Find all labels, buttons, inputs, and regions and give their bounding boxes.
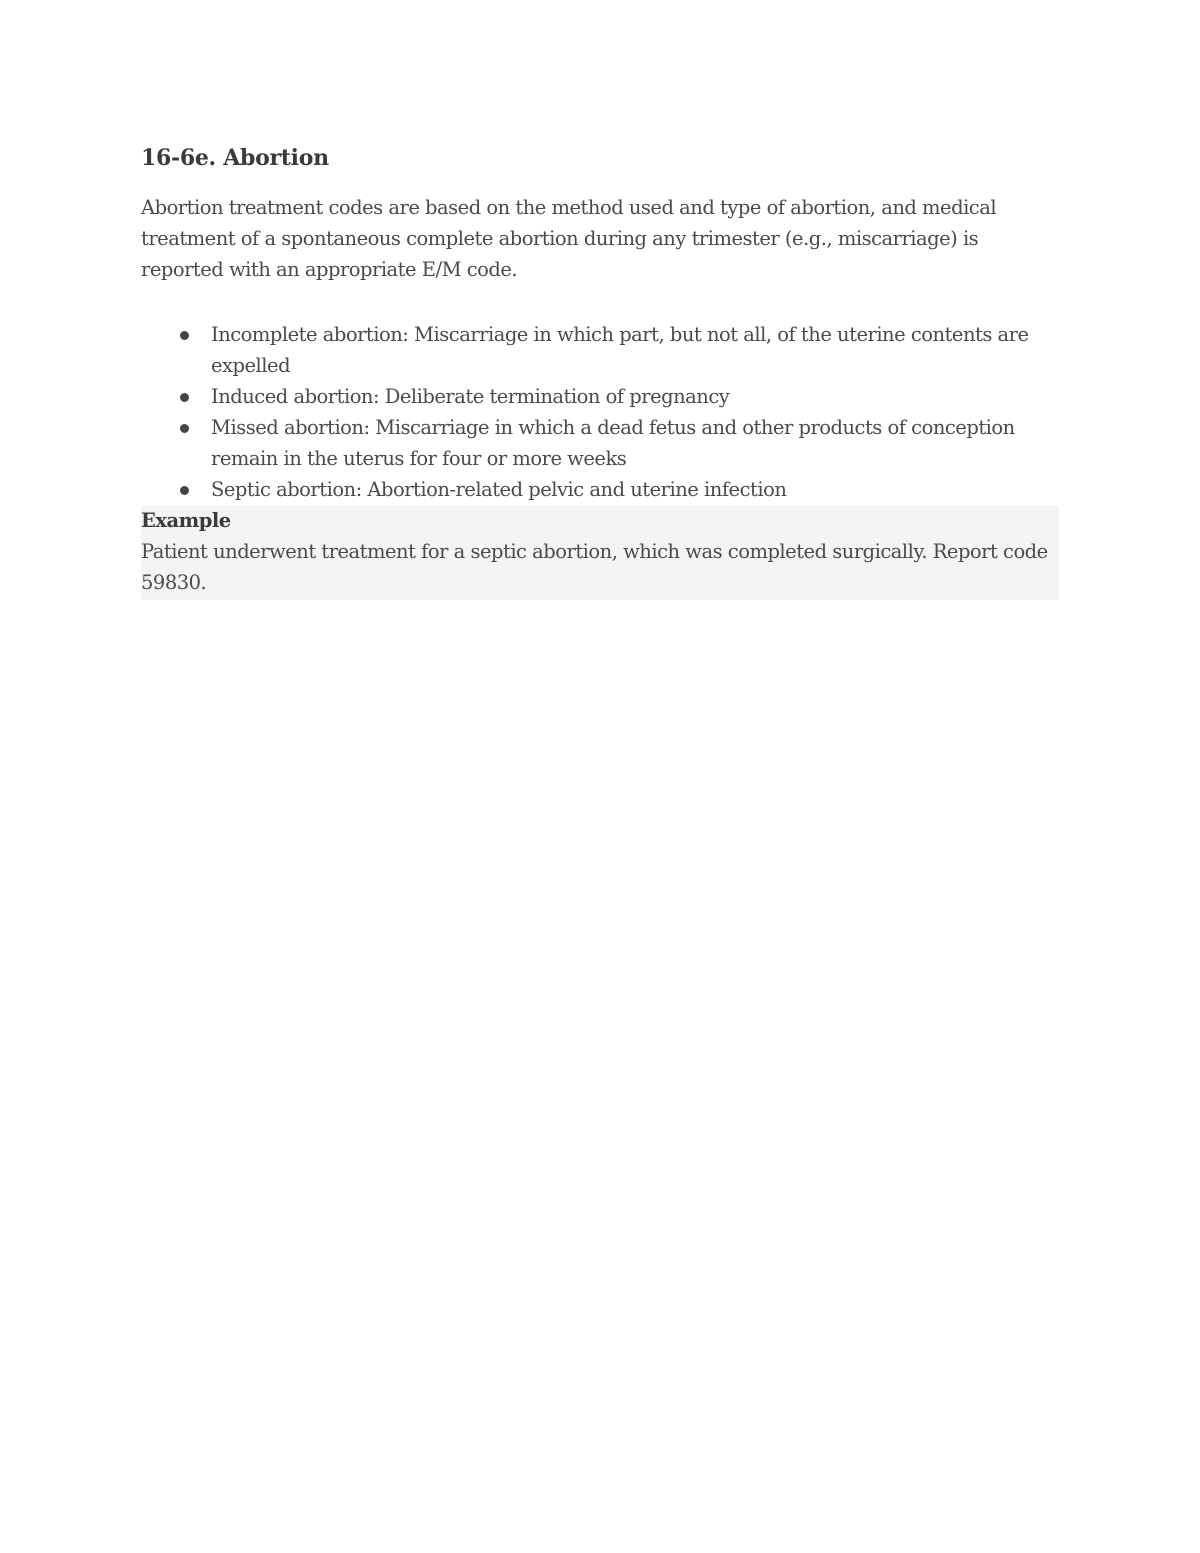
list-item-text: Missed abortion: Miscarriage in which a dead fetus and other products of conception remain in the uterus for four or more weeks [211,416,1015,470]
list-item-text: Incomplete abortion: Miscarriage in which part, but not all, of the uterine contents are expelled [211,323,1029,377]
intro-paragraph: Abortion treatment codes are based on the method used and type of abortion, and medical treatment of a spontaneous complete abortion during any trimester (e.g., miscarriage) is reported with an appropriate E/M code. [141,196,997,281]
section-heading: 16-6e. Abortion [141,145,329,171]
abortion-types-list [141,319,1059,505]
example-title: Example [141,509,231,532]
bullet-icon [180,393,189,402]
list-item-text: Induced abortion: Deliberate termination of pregnancy [211,385,730,408]
bullet-icon [180,424,189,433]
list-item-septic-abortion [141,474,1059,505]
list-item-text: Septic abortion: Abortion-related pelvic and uterine infection [211,478,787,501]
bullet-icon [180,331,189,340]
list-item-induced-abortion [141,381,1059,412]
document-page [141,140,1059,600]
bullet-icon [180,486,189,495]
list-item-missed-abortion [141,412,1059,474]
list-item-incomplete-abortion [141,319,1059,381]
example-box [141,506,1059,600]
example-text: Patient underwent treatment for a septic abortion, which was completed surgically. Report code 59830. [141,540,1048,594]
